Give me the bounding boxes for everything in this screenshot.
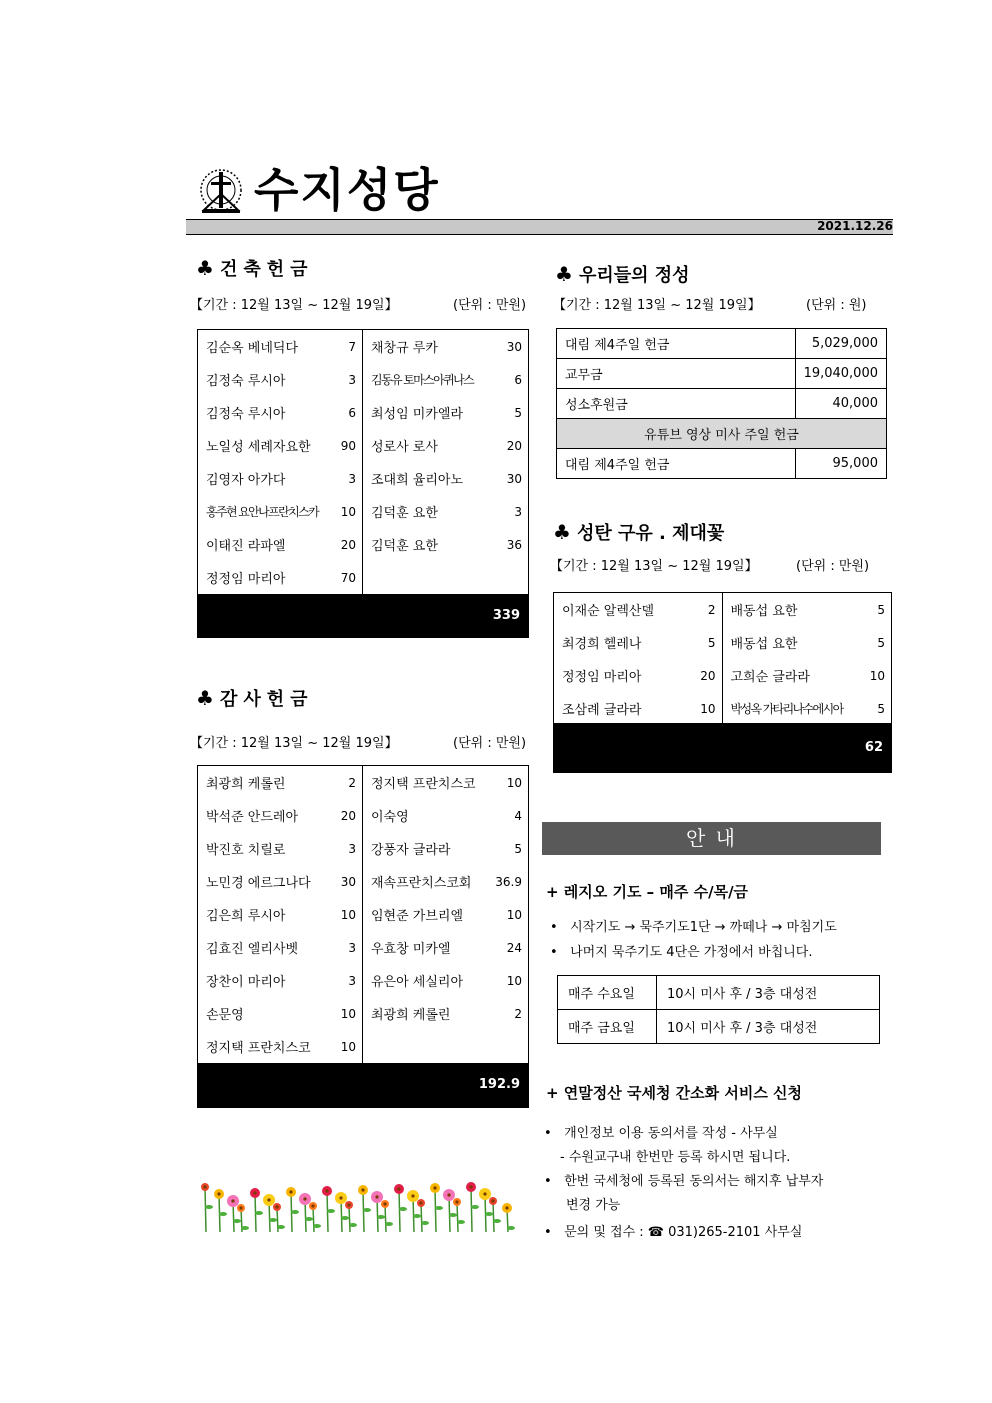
donor-amount: 30 bbox=[340, 874, 356, 889]
table-row bbox=[557, 359, 887, 389]
donor-amount: 6 bbox=[514, 372, 522, 387]
donor-amount: 36 bbox=[506, 537, 522, 552]
donor-name: 최성임 미카엘라 bbox=[371, 407, 464, 422]
donor-cell bbox=[198, 396, 363, 429]
donor-amount: 5 bbox=[877, 635, 885, 650]
donor-amount: 4 bbox=[514, 808, 522, 823]
page-title: 수지성당 bbox=[254, 163, 440, 217]
donor-cell bbox=[198, 997, 363, 1030]
donor-amount: 10 bbox=[506, 775, 522, 790]
donor-amount: 2 bbox=[707, 602, 716, 617]
our-offerings-title: 우리들의 정성 bbox=[578, 265, 690, 286]
donor-cell bbox=[198, 561, 363, 594]
donor-name: 박성옥 가타리나수에시아 bbox=[730, 702, 843, 716]
donor-amount: 3 bbox=[348, 973, 356, 988]
donor-name: 이숙영 bbox=[371, 810, 409, 825]
donor-name: 정정임 마리아 bbox=[562, 670, 642, 685]
donor-amount: 5 bbox=[707, 635, 716, 650]
thanks-offering-title: 감사헌금 bbox=[219, 689, 314, 710]
church-cross-logo bbox=[196, 166, 246, 216]
donor-amount: 3 bbox=[348, 471, 356, 486]
schedule-detail: 10시 미사 후 / 3층 대성전 bbox=[657, 1010, 880, 1044]
rosary-bullet-text: 나머지 묵주기도 4단은 가정에서 바칩니다. bbox=[570, 945, 813, 960]
schedule-day: 매주 수요일 bbox=[558, 976, 657, 1010]
donor-name: 조대희 율리아노 bbox=[371, 473, 464, 488]
tax-bullet: • 개인정보 이용 동의서를 작성 - 사무실 bbox=[544, 1126, 778, 1141]
donor-cell bbox=[363, 396, 528, 429]
building-fund-table bbox=[197, 329, 529, 638]
donor-cell bbox=[363, 799, 528, 832]
donor-name: 김영자 아가다 bbox=[206, 473, 286, 488]
donor-name: 김정숙 루시아 bbox=[206, 374, 286, 389]
donor-cell bbox=[198, 462, 363, 495]
donor-amount: 5 bbox=[877, 701, 885, 716]
notice-banner: 안 내 bbox=[542, 822, 881, 855]
donor-cell bbox=[363, 898, 528, 931]
donor-cell bbox=[363, 997, 528, 1030]
donor-name: 고희순 글라라 bbox=[730, 670, 810, 685]
donor-name: 김정숙 루시아 bbox=[206, 407, 286, 422]
donor-cell bbox=[198, 799, 363, 832]
club-icon: ♣ bbox=[196, 686, 214, 710]
donor-name: 임현준 가브리엘 bbox=[371, 909, 464, 924]
donor-cell bbox=[198, 495, 363, 528]
donor-amount: 5 bbox=[514, 841, 522, 856]
offering-label: 대림 제4주일 헌금 bbox=[557, 449, 796, 479]
our-offerings-unit: (단위 : 원) bbox=[806, 298, 867, 313]
donor-amount: 20 bbox=[340, 537, 356, 552]
donor-name: 김덕훈 요한 bbox=[371, 506, 438, 521]
donor-name: 정정임 마리아 bbox=[206, 572, 286, 587]
donor-amount: 10 bbox=[340, 1039, 356, 1054]
donor-cell bbox=[554, 626, 723, 659]
donor-cell bbox=[723, 692, 892, 725]
donor-cell bbox=[363, 429, 528, 462]
donor-cell bbox=[723, 659, 892, 692]
donor-cell bbox=[363, 330, 528, 363]
our-offerings-heading bbox=[555, 262, 690, 288]
donor-name: 강풍자 글라라 bbox=[371, 843, 451, 858]
tax-title: + 연말정산 국세청 간소화 서비스 신청 bbox=[546, 1084, 803, 1102]
rosary-schedule-table bbox=[557, 975, 880, 1044]
donor-name: 노일성 세례자요한 bbox=[206, 440, 311, 455]
building-fund-period: 【기간 : 12월 13일 ~ 12월 19일】 bbox=[190, 298, 398, 313]
youtube-offering-label: 유튜브 영상 미사 주일 헌금 bbox=[557, 419, 887, 449]
christmas-heading bbox=[553, 520, 724, 546]
rosary-bullet: • 시작기도 → 묵주기도1단 → 까떼나 → 마침기도 bbox=[550, 920, 837, 935]
donor-amount: 70 bbox=[340, 570, 356, 585]
table-row bbox=[557, 389, 887, 419]
donor-cell bbox=[363, 931, 528, 964]
donor-cell bbox=[198, 931, 363, 964]
donor-name: 홍주현 요안나프란치스카 bbox=[206, 505, 319, 519]
donor-amount: 3 bbox=[348, 940, 356, 955]
donor-name: 유은아 세실리아 bbox=[371, 975, 464, 990]
issue-date: 2021.12.26 bbox=[817, 219, 893, 233]
rosary-title: + 레지오 기도 – 매주 수/목/금 bbox=[546, 883, 749, 901]
donor-cell bbox=[363, 561, 528, 594]
donor-name: 이재순 알렉산델 bbox=[562, 604, 655, 619]
donor-name: 김순옥 베네딕다 bbox=[206, 341, 299, 356]
donor-name: 성로사 로사 bbox=[371, 440, 438, 455]
donor-amount: 2 bbox=[514, 1006, 522, 1021]
club-icon: ♣ bbox=[553, 520, 571, 544]
donor-name: 박진호 치릴로 bbox=[206, 843, 286, 858]
header-bar bbox=[186, 219, 893, 235]
donor-cell bbox=[554, 593, 723, 626]
building-fund-title: 건축헌금 bbox=[219, 259, 314, 280]
donor-amount: 10 bbox=[340, 504, 356, 519]
donor-amount: 90 bbox=[340, 438, 356, 453]
christmas-total: 62 bbox=[554, 723, 891, 772]
christmas-title: 성탄 구유 . 제대꽃 bbox=[576, 523, 725, 544]
christmas-table bbox=[553, 592, 892, 773]
donor-cell bbox=[554, 692, 723, 725]
donor-name: 우효창 미카엘 bbox=[371, 942, 451, 957]
thanks-offering-unit: (단위 : 만원) bbox=[453, 736, 527, 751]
club-icon: ♣ bbox=[555, 262, 573, 286]
table-row bbox=[558, 1010, 880, 1044]
rosary-bullet: • 나머지 묵주기도 4단은 가정에서 바칩니다. bbox=[550, 945, 813, 960]
donor-cell bbox=[723, 593, 892, 626]
donor-amount: 30 bbox=[506, 471, 522, 486]
schedule-day: 매주 금요일 bbox=[558, 1010, 657, 1044]
schedule-detail: 10시 미사 후 / 3층 대성전 bbox=[657, 976, 880, 1010]
donor-amount: 7 bbox=[348, 339, 356, 354]
thanks-offering-period: 【기간 : 12월 13일 ~ 12월 19일】 bbox=[190, 736, 398, 751]
donor-amount: 10 bbox=[700, 701, 716, 716]
donor-name: 배동섭 요한 bbox=[730, 637, 798, 652]
donor-cell bbox=[723, 626, 892, 659]
donor-cell bbox=[554, 659, 723, 692]
table-row bbox=[557, 449, 887, 479]
donor-amount: 24 bbox=[506, 940, 522, 955]
donor-amount: 3 bbox=[514, 504, 522, 519]
donor-name: 노민경 에르그나다 bbox=[206, 876, 311, 891]
donor-cell bbox=[363, 865, 528, 898]
tax-bullet-continued: 변경 가능 bbox=[566, 1198, 621, 1213]
flower-decoration bbox=[197, 1175, 515, 1232]
donor-cell bbox=[363, 964, 528, 997]
donor-cell bbox=[363, 832, 528, 865]
our-offerings-period: 【기간 : 12월 13일 ~ 12월 19일】 bbox=[553, 298, 761, 313]
offering-value: 40,000 bbox=[795, 389, 886, 419]
donor-cell bbox=[198, 330, 363, 363]
tax-sub-bullet: - 수원교구내 한번만 등록 하시면 됩니다. bbox=[560, 1150, 791, 1165]
donor-cell bbox=[363, 462, 528, 495]
donor-cell bbox=[198, 898, 363, 931]
tax-bullet-text: 개인정보 이용 동의서를 작성 - 사무실 bbox=[564, 1126, 778, 1141]
donor-name: 김효진 엘리사벳 bbox=[206, 942, 299, 957]
tax-bullet-text: 한번 국세청에 등록된 동의서는 해지후 납부자 bbox=[564, 1174, 824, 1189]
donor-name: 조삼례 글라라 bbox=[562, 703, 642, 718]
donor-cell bbox=[198, 429, 363, 462]
table-row bbox=[557, 329, 887, 359]
offering-label: 교무금 bbox=[557, 359, 796, 389]
donor-amount: 6 bbox=[348, 405, 356, 420]
rosary-bullet-text: 시작기도 → 묵주기도1단 → 까떼나 → 마침기도 bbox=[570, 920, 837, 935]
club-icon: ♣ bbox=[196, 256, 214, 280]
offering-value: 19,040,000 bbox=[795, 359, 886, 389]
donor-cell bbox=[198, 1030, 363, 1063]
building-fund-unit: (단위 : 만원) bbox=[453, 298, 527, 313]
donor-amount: 20 bbox=[340, 808, 356, 823]
christmas-unit: (단위 : 만원) bbox=[796, 559, 870, 574]
donor-cell bbox=[363, 528, 528, 561]
donor-name: 최광희 케롤린 bbox=[371, 1008, 451, 1023]
donor-name: 김동유 토마스아퀴나스 bbox=[371, 373, 474, 387]
donor-cell bbox=[198, 964, 363, 997]
offering-value: 5,029,000 bbox=[795, 329, 886, 359]
tax-contact-text: 문의 및 접수 : ☎ 031)265-2101 사무실 bbox=[564, 1225, 803, 1240]
donor-amount: 10 bbox=[340, 907, 356, 922]
donor-cell bbox=[198, 865, 363, 898]
donor-name: 정지택 프란치스코 bbox=[371, 777, 476, 792]
table-row bbox=[557, 419, 887, 449]
christmas-period: 【기간 : 12월 13일 ~ 12월 19일】 bbox=[550, 559, 758, 574]
donor-cell bbox=[198, 363, 363, 396]
donor-amount: 20 bbox=[700, 668, 716, 683]
donor-amount: 36.9 bbox=[495, 874, 522, 889]
tax-bullet: • 한번 국세청에 등록된 동의서는 해지후 납부자 bbox=[544, 1174, 824, 1189]
donor-name: 손문영 bbox=[206, 1008, 244, 1023]
donor-name: 장찬이 마리아 bbox=[206, 975, 286, 990]
building-fund-heading bbox=[196, 256, 314, 282]
offering-label: 성소후원금 bbox=[557, 389, 796, 419]
donor-amount: 10 bbox=[340, 1006, 356, 1021]
tax-bullet: • 문의 및 접수 : ☎ 031)265-2101 사무실 bbox=[544, 1225, 803, 1240]
building-fund-total: 339 bbox=[198, 594, 528, 637]
donor-amount: 20 bbox=[506, 438, 522, 453]
donor-name: 김은희 루시아 bbox=[206, 909, 286, 924]
donor-amount: 30 bbox=[506, 339, 522, 354]
donor-name: 재속프란치스코회 bbox=[371, 876, 472, 891]
donor-name: 최광희 케롤린 bbox=[206, 777, 286, 792]
donor-amount: 5 bbox=[514, 405, 522, 420]
donor-amount: 10 bbox=[506, 973, 522, 988]
donor-name: 박석준 안드레아 bbox=[206, 810, 299, 825]
thanks-offering-heading bbox=[196, 686, 314, 712]
donor-cell bbox=[198, 832, 363, 865]
donor-name: 배동섭 요한 bbox=[730, 604, 798, 619]
donor-cell bbox=[363, 495, 528, 528]
donor-amount: 3 bbox=[348, 841, 356, 856]
donor-name: 최경희 헬레나 bbox=[562, 637, 642, 652]
donor-amount: 10 bbox=[869, 668, 885, 683]
donor-cell bbox=[198, 528, 363, 561]
donor-amount: 2 bbox=[348, 775, 356, 790]
table-row bbox=[558, 976, 880, 1010]
our-offerings-table bbox=[556, 328, 887, 479]
donor-name: 정지택 프란치스코 bbox=[206, 1041, 311, 1056]
donor-cell bbox=[363, 1030, 528, 1063]
offering-label: 대림 제4주일 헌금 bbox=[557, 329, 796, 359]
donor-amount: 5 bbox=[877, 602, 885, 617]
donor-cell bbox=[198, 766, 363, 799]
thanks-offering-table bbox=[197, 765, 529, 1108]
offering-value: 95,000 bbox=[795, 449, 886, 479]
thanks-offering-total: 192.9 bbox=[198, 1063, 528, 1107]
donor-amount: 3 bbox=[348, 372, 356, 387]
donor-cell bbox=[363, 766, 528, 799]
donor-cell bbox=[363, 363, 528, 396]
donor-amount: 10 bbox=[506, 907, 522, 922]
donor-name: 채창규 루카 bbox=[371, 341, 438, 356]
donor-name: 이태진 라파엘 bbox=[206, 539, 286, 554]
donor-name: 김덕훈 요한 bbox=[371, 539, 438, 554]
